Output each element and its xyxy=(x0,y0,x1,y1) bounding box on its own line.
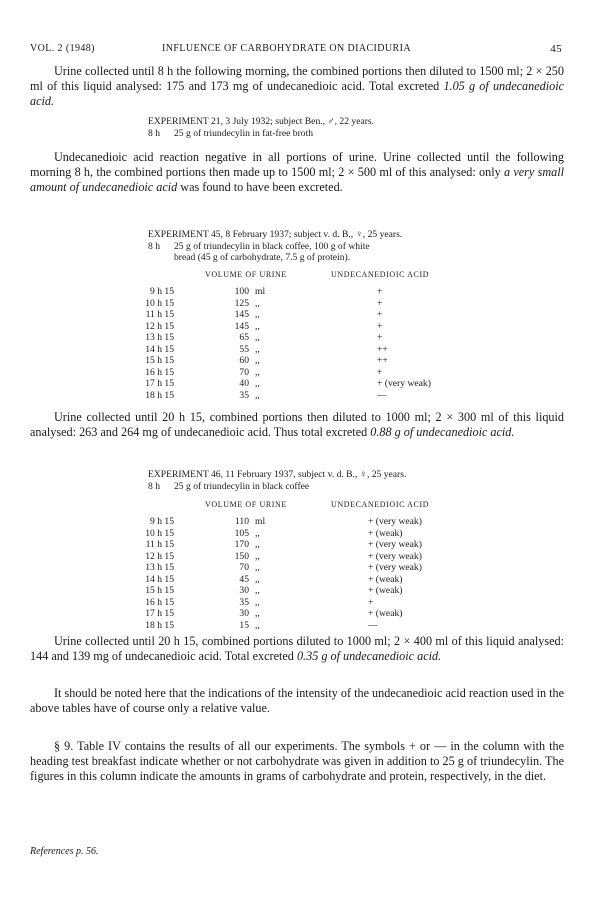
time-cell: 11 h 15 xyxy=(145,309,174,320)
table-row xyxy=(0,355,596,367)
table-row xyxy=(0,585,596,597)
unit-cell: ,, xyxy=(255,539,260,550)
experiment-21-heading xyxy=(148,116,548,139)
unit-cell: ,, xyxy=(255,619,260,631)
references-note: References p. 56. xyxy=(30,846,99,857)
running-title: INFLUENCE OF CARBOHYDRATE ON DIACIDURIA xyxy=(162,43,411,54)
experiment-time: 8 h xyxy=(148,127,160,139)
time-cell: 10 h 15 xyxy=(145,297,174,309)
time-cell: 13 h 15 xyxy=(145,332,174,343)
time-cell: 10 h 15 xyxy=(145,527,174,539)
table-row xyxy=(0,367,596,379)
time-cell: 17 h 15 xyxy=(145,378,174,389)
paragraph-emphasis: 1.05 g of undecanedioic acid. xyxy=(30,79,565,108)
table-row xyxy=(0,551,596,563)
paragraph-exp-result-1 xyxy=(30,64,564,109)
table-row xyxy=(0,344,596,356)
acid-cell: + xyxy=(377,309,383,320)
volume-cell: 70 xyxy=(239,366,249,378)
time-cell: 18 h 15 xyxy=(145,389,174,401)
acid-cell: + xyxy=(377,332,383,343)
unit-cell: ,, xyxy=(255,355,260,366)
acid-cell: + xyxy=(377,366,383,378)
acid-cell: + (very weak) xyxy=(368,550,422,562)
unit-cell: ,, xyxy=(255,527,260,539)
table-row xyxy=(0,574,596,586)
experiment-description: 25 g of triundecylin in fat-free broth xyxy=(174,127,314,139)
unit-cell: ,, xyxy=(255,366,260,378)
table-45-col-volume: VOLUME OF URINE xyxy=(205,270,287,279)
acid-cell: + xyxy=(377,286,383,297)
table-row xyxy=(0,539,596,551)
table-row xyxy=(0,286,596,298)
volume-cell: 15 xyxy=(239,619,249,631)
time-cell: 15 h 15 xyxy=(145,355,174,366)
volume-cell: 110 xyxy=(234,516,249,527)
time-cell: 18 h 15 xyxy=(145,619,174,631)
table-row xyxy=(0,597,596,609)
time-cell: 9 h 15 xyxy=(150,516,174,527)
time-cell: 16 h 15 xyxy=(145,596,174,608)
time-cell: 15 h 15 xyxy=(145,585,174,596)
acid-cell: + (very weak) xyxy=(368,562,422,573)
acid-cell: + (weak) xyxy=(368,573,403,585)
volume-label: VOL. 2 (1948) xyxy=(30,43,95,54)
table-row xyxy=(0,378,596,390)
paragraph-text: Urine collected until 20 h 15, combined portions then diluted to 1000 ml; 2 × 300 ml of this liquid analysed: 263 and 264 mg of undecanedioic acid. Thus total excreted xyxy=(30,410,564,439)
unit-cell: ,, xyxy=(255,389,260,401)
volume-cell: 45 xyxy=(239,573,249,585)
experiment-time: 8 h xyxy=(148,240,160,252)
acid-cell: + (weak) xyxy=(368,585,403,596)
experiment-description: 25 g of triundecylin in black coffee, 100 g of white xyxy=(174,240,370,252)
time-cell: 16 h 15 xyxy=(145,366,174,378)
paragraph-exp-result-2 xyxy=(30,150,564,195)
time-cell: 11 h 15 xyxy=(145,539,174,550)
table-row xyxy=(0,390,596,402)
time-cell: 17 h 15 xyxy=(145,608,174,619)
unit-cell: ,, xyxy=(255,309,260,320)
table-row xyxy=(0,562,596,574)
volume-cell: 30 xyxy=(239,608,249,619)
unit-cell: ,, xyxy=(255,562,260,573)
time-cell: 12 h 15 xyxy=(145,320,174,332)
experiment-description-cont: bread (45 g of carbohydrate, 7.5 g of protein). xyxy=(174,252,351,263)
acid-cell: + (very weak) xyxy=(377,378,431,389)
acid-cell: + (very weak) xyxy=(368,516,422,527)
page-number: 45 xyxy=(550,43,562,55)
volume-cell: 105 xyxy=(234,527,249,539)
experiment-time: 8 h xyxy=(148,480,160,492)
paragraph-text: Undecanedioic acid reaction negative in all portions of urine. Urine collected until the following morning 8 h, the combined portions then made up to 1500 ml; 2 × 500 ml of this analysed: only xyxy=(30,150,564,179)
paragraph-note: It should be noted here that the indications of the intensity of the undecanedioic acid reaction used in the above tables have of course only a relative value. xyxy=(30,686,564,715)
volume-cell: 145 xyxy=(234,320,249,332)
paragraph-exp-result-4 xyxy=(30,634,564,664)
volume-cell: 65 xyxy=(239,332,249,343)
table-46-col-acid: UNDECANEDIOIC ACID xyxy=(331,500,430,509)
unit-cell: ,, xyxy=(255,608,260,619)
acid-cell: ++ xyxy=(377,355,388,366)
experiment-description: 25 g of triundecylin in black coffee xyxy=(174,480,310,492)
table-row xyxy=(0,516,596,528)
time-cell: 9 h 15 xyxy=(150,286,174,297)
paragraph-emphasis: a very small amount of undecanedioic acid xyxy=(30,165,564,194)
paragraph-emphasis: 0.35 g of undecanedioic acid. xyxy=(296,649,442,663)
experiment-46-heading xyxy=(148,469,548,492)
experiment-title: EXPERIMENT 21, 3 July 1932; subject Ben., ♂, 22 years. xyxy=(148,116,375,127)
acid-cell: + xyxy=(368,596,374,608)
volume-cell: 35 xyxy=(239,389,249,401)
time-cell: 13 h 15 xyxy=(145,562,174,573)
acid-cell: + (weak) xyxy=(368,608,403,619)
acid-cell: + xyxy=(377,297,383,309)
acid-cell: + (very weak) xyxy=(368,539,422,550)
acid-cell: + (weak) xyxy=(368,527,403,539)
volume-cell: 60 xyxy=(239,355,249,366)
unit-cell: ,, xyxy=(255,585,260,596)
acid-cell: + xyxy=(377,320,383,332)
paragraph-emphasis: 0.88 g of undecanedioic acid. xyxy=(370,425,515,439)
table-46-col-volume: VOLUME OF URINE xyxy=(205,500,287,509)
volume-cell: 55 xyxy=(239,343,249,355)
table-row xyxy=(0,321,596,333)
paragraph-text: Urine collected until 20 h 15, combined portions diluted to 1000 ml; 2 × 400 ml of this liquid analysed: 144 and 139 mg of undecanedioic acid. Total excreted xyxy=(30,634,564,663)
experiment-title: EXPERIMENT 45, 8 February 1937; subject v. d. B., ♀, 25 years. xyxy=(148,229,403,240)
experiment-45-heading xyxy=(148,229,548,264)
time-cell: 12 h 15 xyxy=(145,550,174,562)
running-header xyxy=(30,43,562,57)
unit-cell: ,, xyxy=(255,573,260,585)
table-row xyxy=(0,620,596,632)
paragraph-exp-result-3 xyxy=(30,410,564,440)
volume-cell: 125 xyxy=(234,297,249,309)
unit-cell: ml xyxy=(255,286,266,297)
volume-cell: 145 xyxy=(234,309,249,320)
table-row xyxy=(0,309,596,321)
table-row xyxy=(0,608,596,620)
volume-cell: 35 xyxy=(239,596,249,608)
volume-cell: 30 xyxy=(239,585,249,596)
paragraph-section-9: § 9. Table IV contains the results of all our experiments. The symbols + or — in the column with the heading test breakfast indicate whether or not carbohydrate was given in addition to 25 g of triundecylin. The figures in this column indicate the amounts in grams of carbohydrate and protein, respectively, in the diet. xyxy=(30,739,564,783)
unit-cell: ,, xyxy=(255,378,260,389)
unit-cell: ml xyxy=(255,516,266,527)
time-cell: 14 h 15 xyxy=(145,573,174,585)
table-row xyxy=(0,528,596,540)
unit-cell: ,, xyxy=(255,550,260,562)
unit-cell: ,, xyxy=(255,332,260,343)
table-45-col-acid: UNDECANEDIOIC ACID xyxy=(331,270,430,279)
volume-cell: 100 xyxy=(234,286,249,297)
time-cell: 14 h 15 xyxy=(145,343,174,355)
unit-cell: ,, xyxy=(255,297,260,309)
acid-cell: — xyxy=(368,619,378,631)
unit-cell: ,, xyxy=(255,596,260,608)
unit-cell: ,, xyxy=(255,320,260,332)
table-row xyxy=(0,298,596,310)
volume-cell: 150 xyxy=(234,550,249,562)
volume-cell: 70 xyxy=(239,562,249,573)
volume-cell: 170 xyxy=(234,539,249,550)
paragraph-text: Urine collected until 8 h the following morning, the combined portions then diluted to 1500 ml; 2 × 250 ml of this liquid analysed: 175 and 173 mg of undecanedioic acid. Total excreted xyxy=(30,64,564,93)
table-row xyxy=(0,332,596,344)
volume-cell: 40 xyxy=(239,378,249,389)
unit-cell: ,, xyxy=(255,343,260,355)
acid-cell: — xyxy=(377,389,387,401)
paragraph-text: was found to have been excreted. xyxy=(177,180,343,194)
experiment-title: EXPERIMENT 46, 11 February 1937, subject v. d. B., ♀, 25 years. xyxy=(148,469,407,480)
acid-cell: ++ xyxy=(377,343,388,355)
